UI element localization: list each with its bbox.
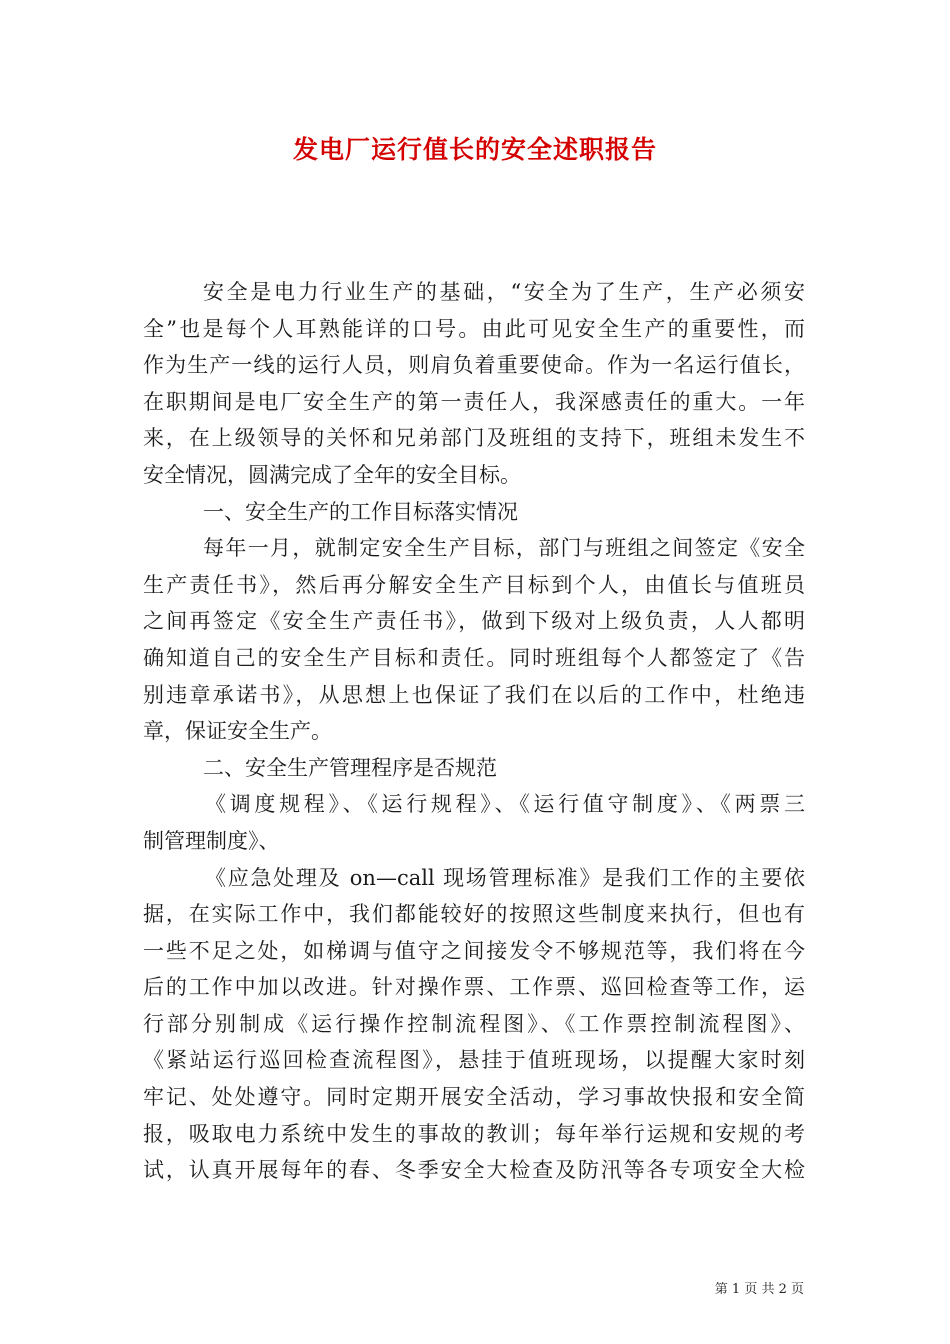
text-line: 行部分别制成《运行操作控制流程图》、《工作票控制流程图》、 — [143, 1011, 805, 1036]
page-number: 第 1 页 共 2 页 — [714, 1282, 804, 1297]
text-line: 后的工作中加以改进。针对操作票、工作票、巡回检查等工作，运 — [143, 975, 805, 1000]
text-line: 章，保证安全生产。 — [143, 719, 332, 744]
section-heading: 二、安全生产管理程序是否规范 — [203, 755, 497, 780]
text-line: 《紧站运行巡回检查流程图》，悬挂于值班现场，以提醒大家时刻 — [143, 1048, 805, 1073]
text-line: 作为生产一线的运行人员，则肩负着重要使命。作为一名运行值长， — [143, 353, 805, 378]
section-heading: 一、安全生产的工作目标落实情况 — [203, 499, 518, 524]
text-line: 安全是电力行业生产的基础，“安全为了生产，生产必须安 — [203, 280, 805, 304]
text-line: 在职期间是电厂安全生产的第一责任人，我深感责任的重大。一年 — [143, 389, 805, 414]
text-line: 确知道自己的安全生产目标和责任。同时班组每个人都签定了《告 — [143, 645, 805, 670]
text-line: 据，在实际工作中，我们都能较好的按照这些制度来执行，但也有 — [143, 902, 805, 927]
text-line: 一些不足之处，如梯调与值守之间接发令不够规范等，我们将在今 — [143, 938, 805, 963]
text-line: 《调度规程》、《运行规程》、《运行值守制度》、《两票三 — [205, 792, 805, 817]
document-title: 发电厂运行值长的安全述职报告 — [292, 135, 657, 164]
text-line: 之间再签定《安全生产责任书》，做到下级对上级负责，人人都明 — [143, 609, 805, 634]
text-line: 别违章承诺书》，从思想上也保证了我们在以后的工作中，杜绝违 — [143, 682, 805, 707]
text-line: 来，在上级领导的关怀和兄弟部门及班组的支持下，班组未发生不 — [143, 426, 805, 451]
text-line: 安全情况，圆满完成了全年的安全目标。 — [143, 462, 521, 487]
text-line: 试，认真开展每年的春、冬季安全大检查及防汛等各专项安全大检 — [143, 1158, 805, 1183]
text-line: 制管理制度》、 — [143, 828, 280, 853]
text-line: 生产责任书》，然后再分解安全生产目标到个人，由值长与值班员 — [143, 572, 805, 597]
text-line: 牢记、处处遵守。同时定期开展安全活动，学习事故快报和安全简 — [143, 1085, 805, 1110]
text-line: 《应急处理及 on—call 现场管理标准》是我们工作的主要依 — [205, 865, 805, 890]
document-body — [143, 274, 805, 1189]
text-line: 每年一月，就制定安全生产目标，部门与班组之间签定《安全 — [203, 536, 805, 561]
text-line: 报，吸取电力系统中发生的事故的教训；每年举行运规和安规的考 — [143, 1121, 805, 1146]
text-line: 全”也是每个人耳熟能详的口号。由此可见安全生产的重要性，而 — [143, 316, 805, 341]
